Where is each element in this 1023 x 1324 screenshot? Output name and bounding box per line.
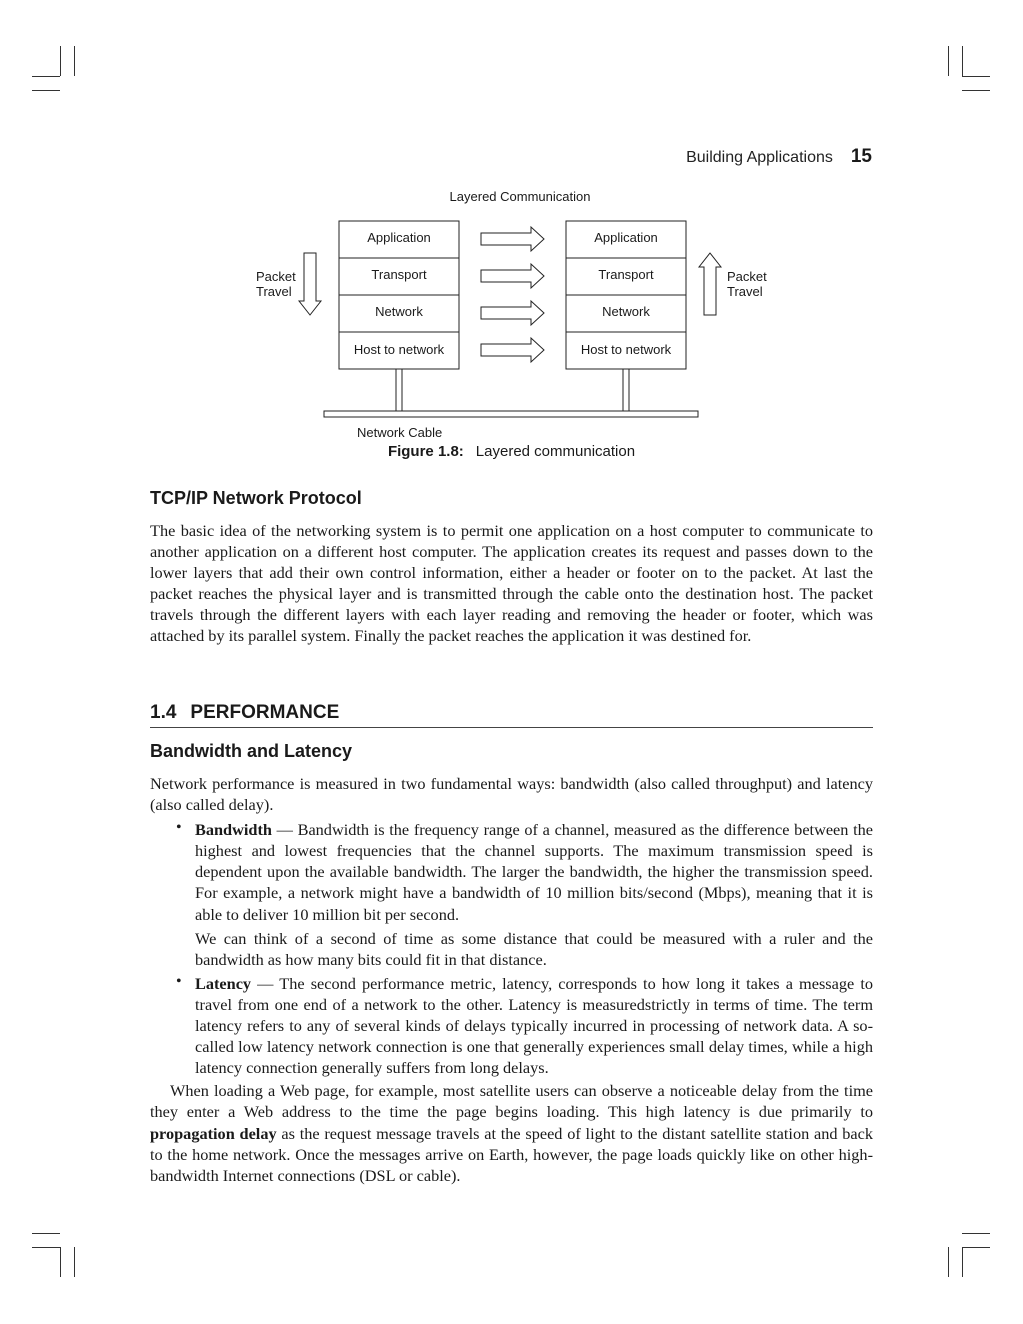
figure-title: Layered Communication <box>449 189 591 204</box>
figure-diagram <box>0 0 1023 470</box>
tcpip-subsection <box>150 488 873 509</box>
tcpip-heading: TCP/IP Network Protocol <box>150 488 362 508</box>
down-arrow-icon <box>299 253 321 315</box>
bullet-bandwidth <box>150 819 873 970</box>
bullet-bandwidth-body: Bandwidth is the frequency range of a channel, measured as the difference between the highest and lowest frequencies that the channel supports. The maximum transmission speed is dependent upon the available bandwidth. The larger the bandwidth, the higher the transmission speed. For example, a network might have a bandwidth of 10 million bits/second (Mbps), meaning that it is able to deliver 10 million bit per second. <box>195 820 873 924</box>
bandwidth-latency-heading: Bandwidth and Latency <box>150 741 353 761</box>
left-packet-label-line2: Travel <box>256 284 292 299</box>
figure-caption-text: Layered communication <box>475 443 636 460</box>
section-heading-block <box>150 702 873 728</box>
network-cable-label: Network Cable <box>357 425 443 440</box>
closing-bold-term: propagation delay <box>150 1123 277 1143</box>
bullet-icon: • <box>176 972 182 990</box>
tcpip-body <box>150 520 873 647</box>
right-arrow-icon <box>481 301 544 325</box>
left-layer-network: Network <box>375 304 423 319</box>
running-title: Building Applications <box>686 149 833 166</box>
bullet-latency-text <box>195 973 873 1078</box>
cable-connectors <box>396 369 629 411</box>
left-layer-host-to-network: Host to network <box>353 342 445 357</box>
closing-part2: as the request message travels at the speed of light to the distant satellite station and back to the home network. Once the messages arrive on Earth, however, the page loads quickly like on other high-bandwidth Internet connections (DSL or cable). <box>150 1123 873 1185</box>
bullet-icon: • <box>176 819 182 837</box>
right-layer-application: Application <box>594 230 658 245</box>
figure-caption-label: Figure 1.8: <box>387 443 464 460</box>
bullet-bandwidth-text <box>195 819 873 924</box>
tcpip-paragraph: The basic idea of the networking system is to permit one application on a host computer to communicate to another application on a different host computer. The application creates its request and passes down to the lower layers that add their own control information, either a header or footer on to the packet. At last the packet reaches the physical layer and is transmitted through the cable onto the destination host. The packet travels through the different layers with each layer reading and removing the header or footer, which was attached by its parallel system. Finally the packet reaches the application it was destined for. <box>150 521 873 646</box>
left-layer-application: Application <box>367 230 431 245</box>
left-layer-transport: Transport <box>371 267 427 282</box>
bullet-latency-body: The second performance metric, latency, corresponds to how long it takes a message to travel from one end of a network to the other. Latency is measuredstrictly in terms of time. The term latency refers to any of several kinds of delays typically incurred in processing of network data. A so-called low latency network connection is one that generally experiences small delay times, while a high latency connection generally suffers from long delays. <box>195 973 873 1078</box>
network-cable <box>324 411 698 417</box>
right-arrow-icon <box>481 264 544 288</box>
right-arrow-icon <box>481 227 544 251</box>
closing-part1: When loading a Web page, for example, most satellite users can observe a noticeable delay from the time they enter a Web address to the time the page begins loading. This high latency is due primarily to <box>150 1081 873 1122</box>
up-arrow-icon <box>699 253 721 315</box>
bullet-latency <box>150 973 873 1078</box>
right-arrow-icon <box>481 338 544 362</box>
right-packet-label-line2: Travel <box>727 284 763 299</box>
right-layer-host-to-network: Host to network <box>580 342 672 357</box>
section-heading <box>150 702 873 728</box>
layered-communication-figure <box>0 0 1023 470</box>
right-layer-transport: Transport <box>598 267 654 282</box>
bullet-latency-dash: — <box>251 973 280 993</box>
left-packet-label-line1: Packet <box>256 269 296 284</box>
bullet-bandwidth-dash: — <box>271 820 298 840</box>
bullet-bandwidth-term: Bandwidth <box>195 820 272 840</box>
section-number: 1.4 <box>150 702 177 723</box>
bullet-latency-term: Latency <box>195 973 252 993</box>
bullet-bandwidth-extra: We can think of a second of time as some distance that could be measured with a ruler and the bandwidth as how many bits could fit in that distance. <box>195 928 873 969</box>
right-packet-label-line1: Packet <box>727 269 767 284</box>
figure-caption <box>0 443 1023 460</box>
closing-paragraph <box>150 1080 873 1185</box>
page-number: 15 <box>850 146 872 167</box>
performance-body <box>150 773 873 1186</box>
right-layer-network: Network <box>602 304 650 319</box>
section-title: PERFORMANCE <box>190 702 340 723</box>
performance-intro: Network performance is measured in two fundamental ways: bandwidth (also called throughput) and latency (also called delay). <box>150 774 873 815</box>
bandwidth-latency-subsection <box>150 741 873 762</box>
